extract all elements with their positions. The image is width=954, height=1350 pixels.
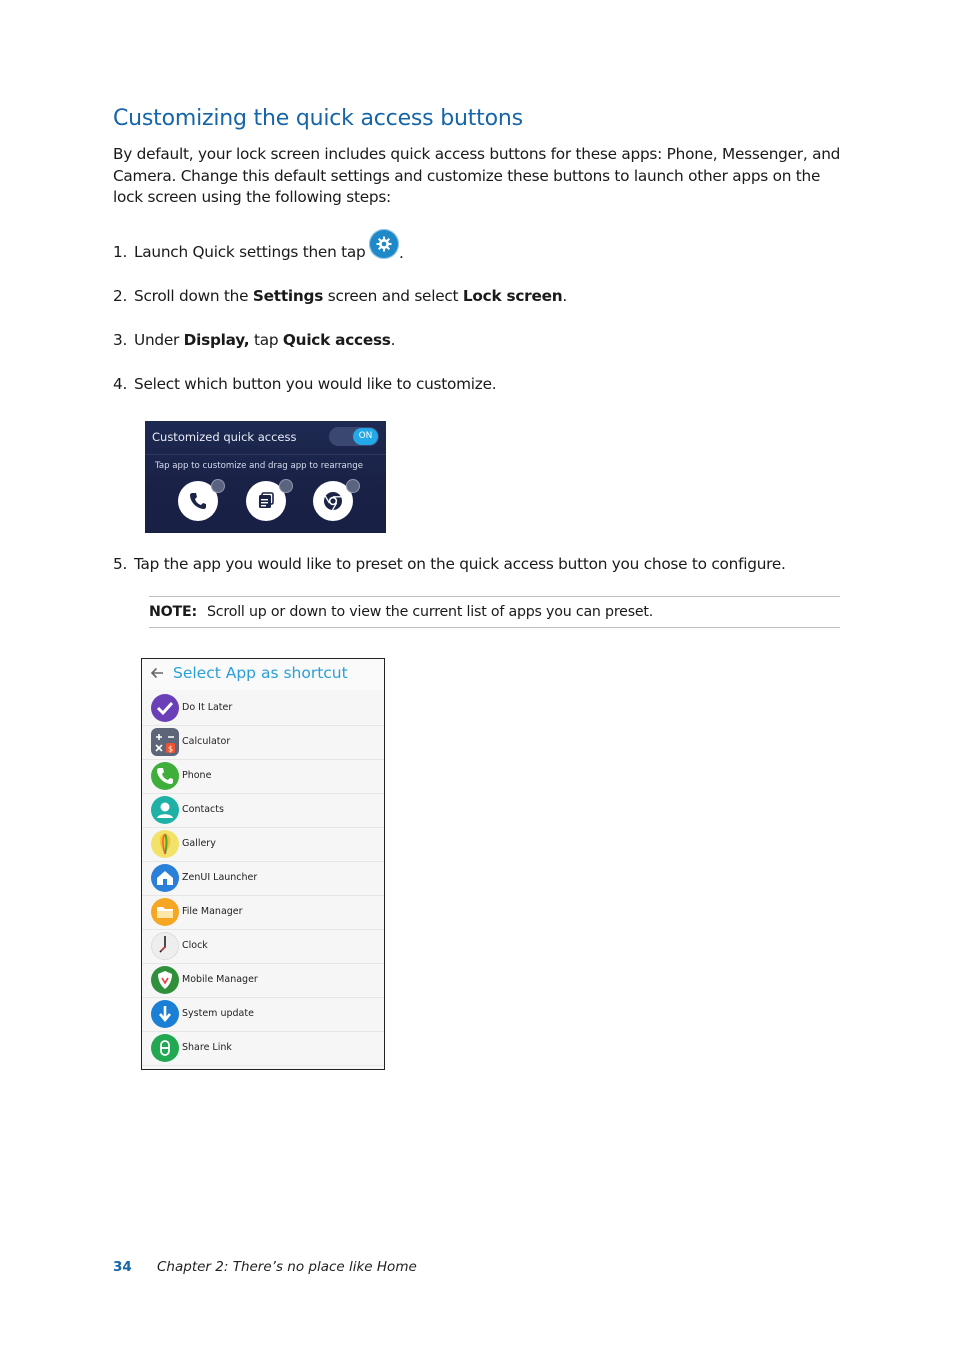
do-it-later-icon — [151, 694, 179, 722]
section-heading: Customizing the quick access buttons — [113, 106, 523, 131]
step-text: screen and select — [323, 287, 463, 305]
quick-access-toggle[interactable] — [329, 427, 379, 446]
step-3 — [113, 331, 395, 349]
gallery-icon — [151, 830, 179, 858]
app-label: Gallery — [182, 838, 216, 849]
panel-header — [145, 421, 386, 455]
step-number: 2. — [113, 287, 128, 305]
chapter-title: Chapter 2: There’s no place like Home — [157, 1259, 417, 1275]
app-list-item[interactable] — [142, 963, 384, 998]
note-text: Scroll up or down to view the current list of apps you can preset. — [206, 604, 654, 620]
panel-title: Customized quick access — [152, 430, 297, 444]
step-text: Tap the app you would like to preset on the quick access button you chose to configure. — [134, 555, 786, 573]
app-list-item[interactable] — [142, 793, 384, 828]
app-label: Phone — [182, 770, 212, 781]
quick-access-messenger-button[interactable] — [246, 481, 286, 521]
system-update-icon — [151, 1000, 179, 1028]
edit-badge-icon — [346, 479, 360, 493]
step-number: 3. — [113, 331, 128, 349]
step-text: Scroll down the — [134, 287, 253, 305]
app-list-item[interactable] — [142, 827, 384, 862]
messenger-icon — [256, 491, 276, 511]
note-label: NOTE: — [149, 604, 197, 620]
step-text: Select which button you would like to customize. — [134, 375, 497, 393]
step-1 — [113, 243, 365, 261]
app-label: Calculator — [182, 736, 231, 747]
app-list-item[interactable] — [142, 997, 384, 1032]
app-label: Clock — [182, 940, 208, 951]
step-text: . — [390, 331, 396, 349]
chrome-icon — [323, 491, 343, 511]
step-bold-text: Quick access — [282, 331, 391, 349]
calculator-icon — [151, 728, 179, 756]
share-link-icon — [151, 1034, 179, 1062]
app-label: ZenUI Launcher — [182, 872, 258, 883]
app-list-item[interactable] — [142, 759, 384, 794]
step-1-period: . — [399, 244, 404, 262]
clock-icon — [151, 932, 179, 960]
select-app-title: Select App as shortcut — [173, 664, 348, 682]
note-box — [149, 596, 840, 628]
app-label: Contacts — [182, 804, 224, 815]
step-bold-text: Display, — [183, 331, 250, 349]
step-text: tap — [249, 331, 283, 349]
quick-access-chrome-button[interactable] — [313, 481, 353, 521]
page-number: 34 — [113, 1259, 132, 1275]
zenui-launcher-icon — [151, 864, 179, 892]
step-text: Under — [134, 331, 184, 349]
step-text: . — [562, 287, 567, 305]
app-label: Mobile Manager — [182, 974, 258, 985]
toggle-knob: ON — [353, 428, 378, 445]
select-app-screen — [141, 658, 385, 1070]
step-2 — [113, 287, 567, 305]
step-number: 4. — [113, 375, 128, 393]
step-number: 5. — [113, 555, 128, 573]
contacts-icon — [151, 796, 179, 824]
select-app-header — [142, 659, 384, 690]
app-list-item[interactable] — [142, 691, 384, 726]
panel-hint: Tap app to customize and drag app to rearrange — [155, 461, 363, 471]
customized-quick-access-panel — [145, 421, 386, 533]
step-bold-text: Lock screen — [462, 287, 563, 305]
app-list-item[interactable] — [142, 861, 384, 896]
file-manager-icon — [151, 898, 179, 926]
quick-access-phone-button[interactable] — [178, 481, 218, 521]
step-number: 1. — [113, 243, 128, 261]
app-list-item[interactable] — [142, 725, 384, 760]
phone-icon — [151, 762, 179, 790]
step-bold-text: Settings — [252, 287, 324, 305]
app-list-item[interactable] — [142, 1031, 384, 1066]
edit-badge-icon — [279, 479, 293, 493]
app-label: File Manager — [182, 906, 243, 917]
settings-gear-icon — [369, 229, 399, 259]
step-text: Launch Quick settings then tap — [134, 243, 366, 261]
step-4 — [113, 375, 496, 393]
app-list-item[interactable] — [142, 929, 384, 964]
app-label: System update — [182, 1008, 254, 1019]
step-5 — [113, 555, 786, 573]
mobile-manager-icon — [151, 966, 179, 994]
app-label: Share Link — [182, 1042, 232, 1053]
intro-paragraph: By default, your lock screen includes quick access buttons for these apps: Phone, Messenger, and Camera. Change this default settings and customize these buttons to launch other apps on the lock screen using the following steps: — [113, 145, 841, 207]
edit-badge-icon — [211, 479, 225, 493]
svg-text:$: $ — [167, 744, 174, 754]
app-label: Do It Later — [182, 702, 233, 713]
back-arrow-icon[interactable] — [150, 666, 164, 680]
phone-icon — [188, 491, 208, 511]
app-list-item[interactable] — [142, 895, 384, 930]
